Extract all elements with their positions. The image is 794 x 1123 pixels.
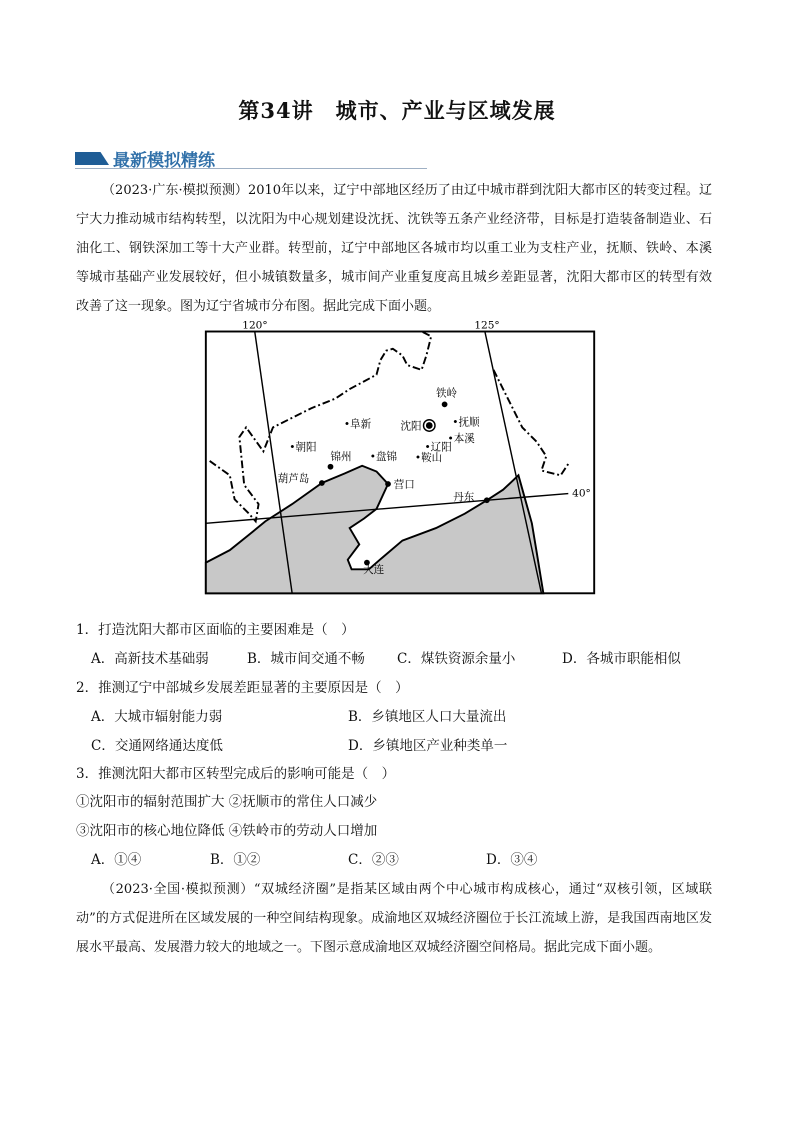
lat-40-label: 40° [572, 487, 591, 500]
city-dot-dandong [484, 497, 490, 503]
q3-option-b[interactable]: B．①② [210, 852, 261, 868]
city-liaoyang: •辽阳 [424, 441, 452, 454]
city-dot-jinzhou [328, 464, 334, 470]
q1-option-d[interactable]: D．各城市职能相似 [562, 651, 681, 667]
city-huludao: 葫芦岛 [277, 473, 310, 486]
city-tieling: 铁岭 [435, 387, 458, 400]
city-benxi: •本溪 [447, 432, 475, 445]
q1-stem: 1．打造沈阳大都市区面临的主要困难是（ ） [76, 622, 355, 638]
q3-statements-1: ①沈阳市的辐射范围扩大 ②抚顺市的常住人口减少 [76, 794, 378, 810]
section-header [75, 146, 427, 169]
q2-stem: 2．推测辽宁中部城乡发展差距显著的主要原因是（ ） [76, 680, 409, 696]
city-dot-yingkou [385, 481, 391, 487]
lon-125-label: 125° [474, 320, 500, 332]
intro-paragraph-1: （2023·广东·模拟预测）2010年以来，辽宁中部地区经历了由辽中城市群到沈阳大都市区的转变过程。辽宁大力推动城市结构转型，以沈阳为中心规划建设沈抚、沈铁等五条产业经济带，目标是打造装备制造业、石油化工、钢铁深加工等十大产业群。转型前，辽宁中部地区各城市均以重工业为支柱产业，抚顺、铁岭、本溪等城市基础产业发展较好，但小城镇数量多，城市间产业重复度高且城乡差距显著，沈阳大都市区的转型有效改善了这一现象。图为辽宁省城市分布图。据此完成下面小题。 [76, 183, 712, 314]
q1-option-c[interactable]: C．煤铁资源余量小 [397, 651, 516, 667]
q2-option-a[interactable]: A．大城市辐射能力弱 [91, 709, 223, 725]
q2-option-d[interactable]: D．乡镇地区产业种类单一 [348, 738, 508, 754]
city-dandong: 丹东 [453, 491, 475, 504]
city-jinzhou: 锦州 [330, 451, 352, 463]
q1-option-a[interactable]: A．高新技术基础弱 [91, 651, 209, 667]
q3-option-a[interactable]: A．①④ [91, 852, 142, 868]
q3-option-c[interactable]: C．②③ [348, 852, 399, 868]
q3-option-d[interactable]: D．③④ [486, 852, 538, 868]
city-panjin: •盘锦 [369, 451, 398, 463]
city-dot-huludao [319, 480, 325, 486]
q3-stem: 3．推测沈阳大都市区转型完成后的影响可能是（ ） [76, 766, 396, 782]
city-anshan: •鞍山 [414, 451, 443, 464]
q3-statements-2: ③沈阳市的核心地位降低 ④铁岭市的劳动人口增加 [76, 823, 378, 839]
q2-option-c[interactable]: C．交通网络通达度低 [91, 738, 223, 754]
city-dalian: 大连 [363, 564, 385, 577]
page-title: 第34讲 城市、产业与区域发展 [238, 98, 556, 123]
city-shenyang: 沈阳 [400, 420, 422, 433]
city-yingkou: 营口 [393, 478, 415, 491]
section-bar-icon [75, 152, 109, 165]
section-title: 最新模拟精练 [113, 151, 215, 171]
liaoning-city-map [197, 320, 627, 600]
q2-option-b[interactable]: B．乡镇地区人口大量流出 [348, 709, 507, 725]
intro-paragraph-2: （2023·全国·模拟预测）“双城经济圈”是指某区域由两个中心城市构成核心，通过“双核引领，区域联动”的方式促进所在区域发展的一种空间结构现象。成渝地区双城经济圈位于长江流域上游，是我国西南地区发展水平最高、发展潜力较大的地域之一。下图示意成渝地区双城经济圈空间格局。据此完成下面小题。 [76, 882, 712, 955]
city-dot-shenyang [426, 422, 433, 429]
city-chaoyang: •朝阳 [289, 441, 317, 454]
q1-option-b[interactable]: B．城市间交通不畅 [247, 651, 365, 667]
city-fushun: •抚顺 [452, 416, 480, 429]
city-dot-tieling [442, 402, 448, 408]
city-fuxin: •阜新 [343, 418, 372, 431]
lon-120-label: 120° [242, 320, 268, 332]
